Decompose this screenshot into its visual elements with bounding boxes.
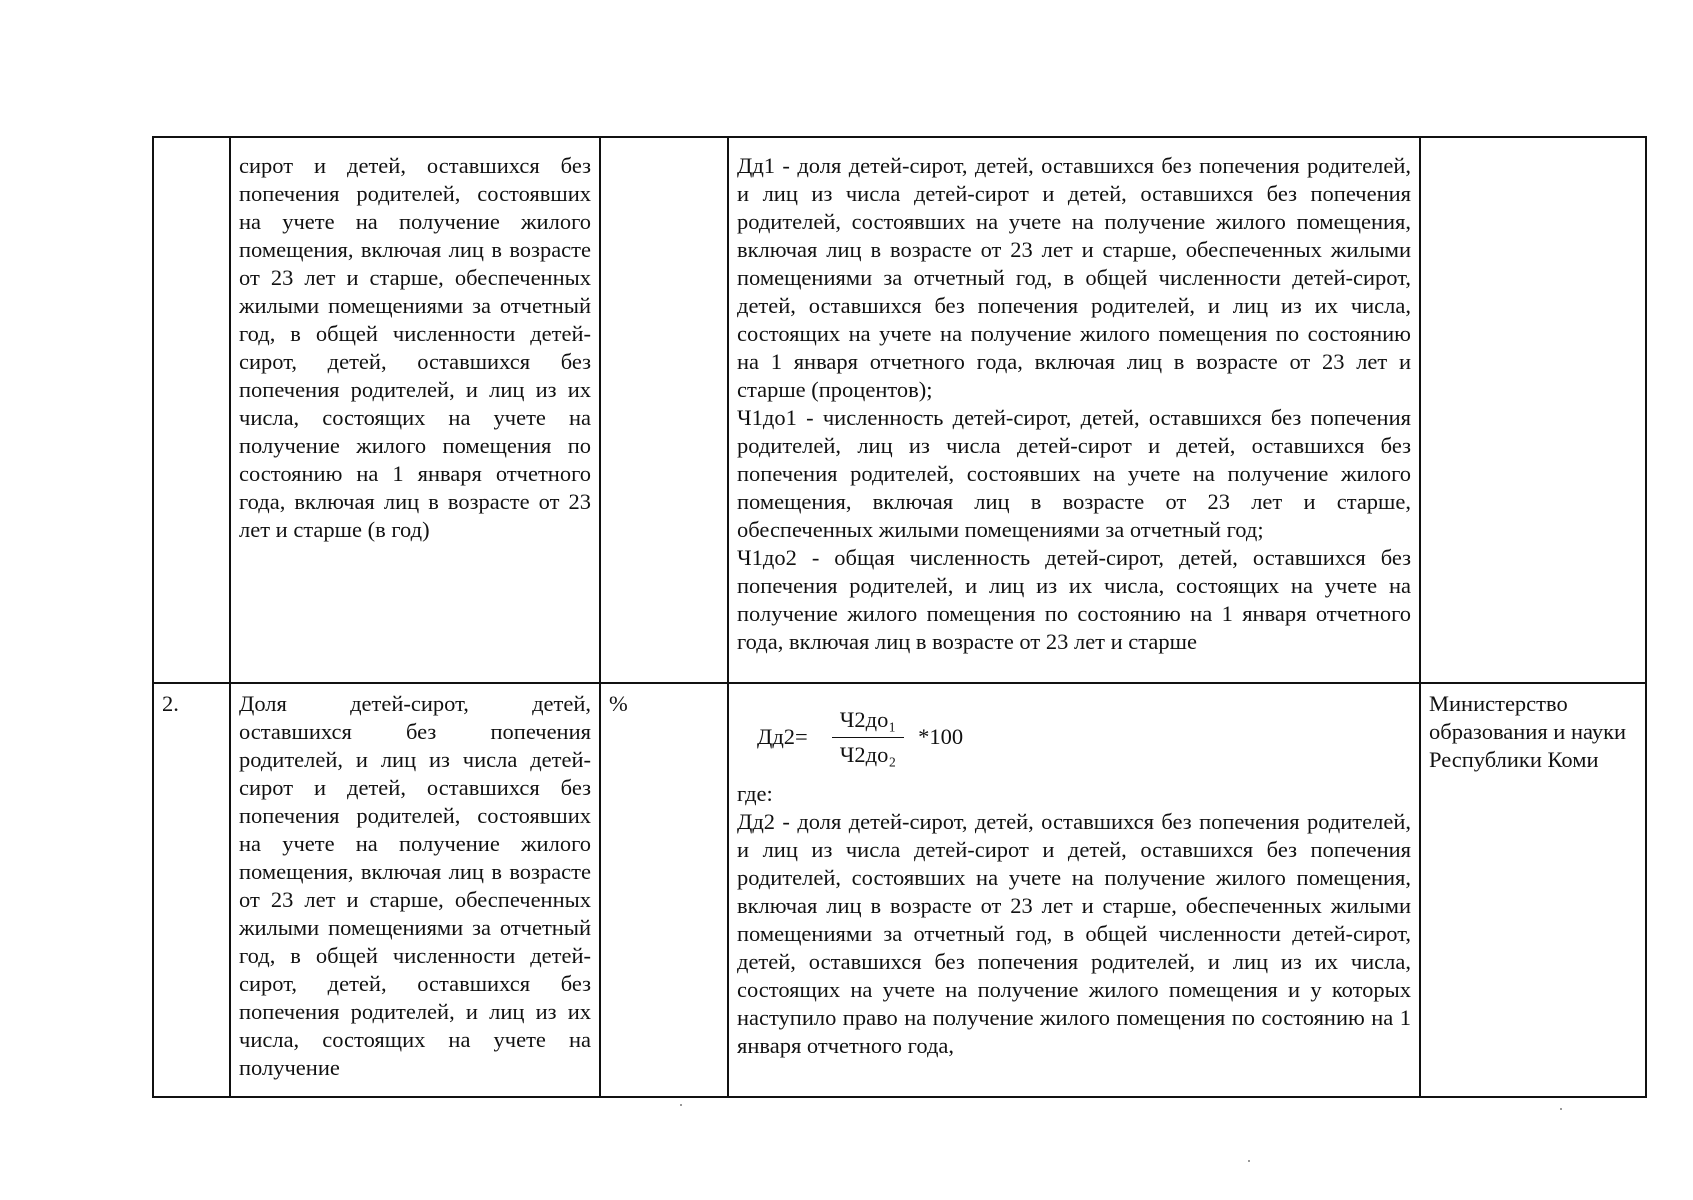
- responsible-cell: Министерство образования и науки Республики Коми: [1420, 683, 1646, 1097]
- method-paragraph: Дд1 - доля детей-сирот, детей, оставшихся без попечения родителей, и лиц из числа детей-сирот и детей, оставшихся без попечения родителей, состоявших на учете на получение жилого помещения, включая лиц в возрасте от 23 лет и старше, обеспеченных жилыми помещениями за отчетный год, в общей численности детей-сирот, детей, оставшихся без попечения родителей, и лиц из их числа, состоящих на учете на получение жилого помещения по состоянию на 1 января отчетного года, включая лиц в возрасте от 23 лет и старше (процентов);: [737, 153, 1411, 402]
- formula-multiplier: *100: [918, 724, 964, 749]
- formula-numerator: Ч2до₁: [832, 706, 904, 738]
- scan-speck: [680, 1104, 682, 1106]
- row-number-cell: 2.: [153, 683, 230, 1097]
- responsible-cell: [1420, 137, 1646, 683]
- method-cell: [728, 137, 1420, 683]
- indicators-table: [152, 136, 1647, 1098]
- indicator-cell: сирот и детей, оставшихся без попечения родителей, состоявших на учете на получение жилого помещения, включая лиц в возрасте от 23 лет и старше, обеспеченных жилыми помещениями за отчетный год, в общей численности детей-сирот, детей, оставшихся без попечения родителей, и лиц из их числа, состоящих на учете на получение жилого помещения по состоянию на 1 января отчетного года, включая лиц в возрасте от 23 лет и старше (в год): [230, 137, 600, 683]
- method-paragraph: Дд2 - доля детей-сирот, детей, оставшихся без попечения родителей, и лиц из числа детей-сирот и детей, оставшихся без попечения родителей, состоявших на учете на получение жилого помещения, включая лиц в возрасте от 23 лет и старше, обеспеченных жилыми помещениями за отчетный год, в общей численности детей-сирот, детей, оставшихся без попечения родителей, и лиц из их числа, состоящих на учете на получение жилого помещения и у которых наступило право на получение жилого помещения по состоянию на 1 января отчетного года,: [737, 809, 1411, 1058]
- row-number-cell: [153, 137, 230, 683]
- method-paragraph: Ч1до2 - общая численность детей-сирот, детей, оставшихся без попечения родителей, и лиц из их числа, состоящих на учете на получение жилого помещения по состоянию на 1 января отчетного года, включая лиц в возрасте от 23 лет и старше: [737, 545, 1411, 654]
- formula: [737, 690, 1411, 772]
- formula-lhs: Дд2=: [757, 724, 808, 749]
- where-label: где:: [737, 781, 773, 806]
- method-paragraph: Ч1до1 - численность детей-сирот, детей, оставшихся без попечения родителей, лиц из числа детей-сирот и детей, оставшихся без попечения родителей, состоявших на учете на получение жилого помещения, включая лиц в возрасте от 23 лет и старше, обеспеченных жилыми помещениями за отчетный год;: [737, 405, 1411, 542]
- unit-cell: [600, 137, 728, 683]
- formula-fraction: [832, 706, 904, 769]
- scan-speck: [1248, 1160, 1250, 1162]
- indicator-cell: Доля детей-сирот, детей, оставшихся без попечения родителей, и лиц из числа детей-сирот и детей, оставшихся без попечения родителей, состоявших на учете на получение жилого помещения, включая лиц в возрасте от 23 лет и старше, обеспеченных жилыми помещениями за отчетный год, в общей численности детей-сирот, детей, оставшихся без попечения родителей, и лиц из их числа, состоящих на учете на получение: [230, 683, 600, 1097]
- table-row: [153, 683, 1646, 1097]
- unit-cell: %: [600, 683, 728, 1097]
- scan-speck: [1560, 1108, 1562, 1110]
- formula-denominator: Ч2до₂: [839, 741, 897, 767]
- method-cell: [728, 683, 1420, 1097]
- table-row: [153, 137, 1646, 683]
